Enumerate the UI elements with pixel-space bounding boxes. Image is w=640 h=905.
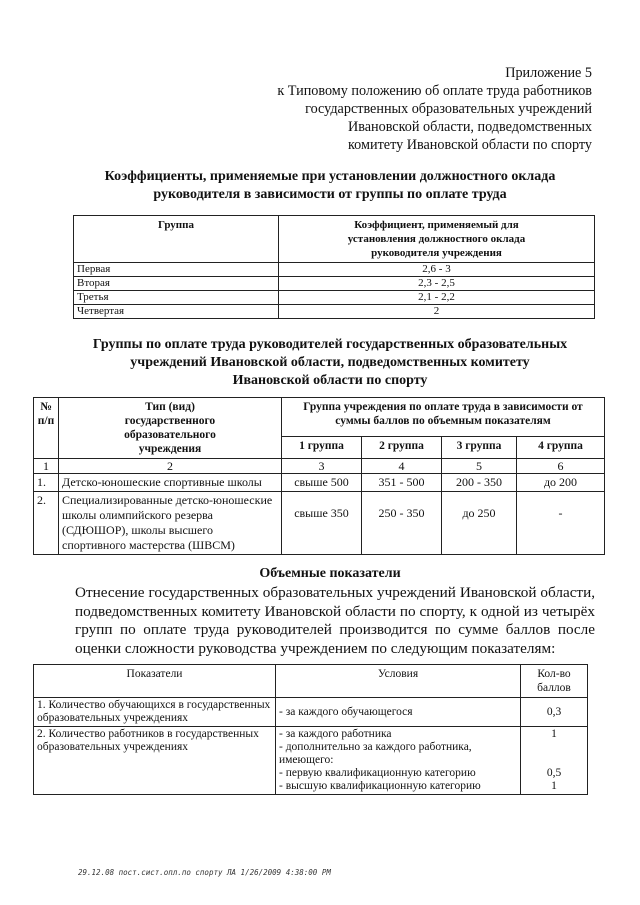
table-header: Условия xyxy=(276,665,521,698)
coef-cell: 2,6 - 3 xyxy=(279,263,595,277)
table-row xyxy=(74,277,595,291)
group-cell: Четвертая xyxy=(74,305,279,319)
points-line: 1 xyxy=(551,728,557,740)
row-type: Детско-юношеские спортивные школы xyxy=(59,474,282,492)
appendix-line: государственных образовательных учреждений xyxy=(305,101,592,117)
condition-line: - дополнительно за каждого работника, имеющего: xyxy=(279,741,472,766)
group-col-header: 1 группа xyxy=(282,436,362,458)
table-header: Кол-во баллов xyxy=(521,665,588,698)
row-g3: 200 - 350 xyxy=(442,474,517,492)
section1-title xyxy=(60,168,600,204)
section1-title-line: Коэффициенты, применяемые при установлении должностного оклада xyxy=(104,169,556,184)
appendix-line: Приложение 5 xyxy=(505,65,592,81)
group-cell: Первая xyxy=(74,263,279,277)
section2-title-line: Группы по оплате труда руководителей государственных образовательных xyxy=(92,337,568,352)
points-line: 1 xyxy=(551,780,557,792)
coefficients-table xyxy=(73,215,595,319)
row-g2: 351 - 500 xyxy=(362,474,442,492)
row-g4: - xyxy=(517,492,605,555)
section3-title: Объемные показатели xyxy=(259,566,401,581)
table-header: Коэффициент, применяемый для установления должностного оклада руководителя учреждения xyxy=(279,216,595,263)
coef-cell: 2,3 - 2,5 xyxy=(279,277,595,291)
group-header: Группа учреждения по оплате труда в зависимости от суммы баллов по объемным показателям xyxy=(282,398,605,437)
group-col-header: 2 группа xyxy=(362,436,442,458)
row-g4: до 200 xyxy=(517,474,605,492)
section2-title-line: учреждений Ивановской области, подведомственных комитету xyxy=(130,355,530,370)
points-cell xyxy=(521,727,588,795)
group-col-header: 4 группа xyxy=(517,436,605,458)
groups-table xyxy=(33,397,605,555)
col-number: 4 xyxy=(362,459,442,474)
table-header: Группа xyxy=(74,216,279,263)
points-line xyxy=(524,741,584,754)
row-type: Специализированные детско-юношеские школы олимпийского резерва (СДЮШОР), школы высшего спортивного мастерства (ШВСМ) xyxy=(59,492,282,555)
row-g1: свыше 500 xyxy=(282,474,362,492)
col-number: 5 xyxy=(442,459,517,474)
points-line xyxy=(524,754,584,767)
condition-line: - высшую квалификационную категорию xyxy=(279,780,481,792)
col-number: 2 xyxy=(59,459,282,474)
appendix-line: комитету Ивановской области по спорту xyxy=(348,137,592,153)
indicators-table xyxy=(33,664,588,795)
col-number: 6 xyxy=(517,459,605,474)
table-header: Показатели xyxy=(34,665,276,698)
appendix-line: Ивановской области, подведомственных xyxy=(347,119,592,135)
group-col-header: 3 группа xyxy=(442,436,517,458)
conditions-cell xyxy=(276,698,521,727)
column-numbers-row xyxy=(34,459,605,474)
coef-cell: 2,1 - 2,2 xyxy=(279,291,595,305)
condition-line: - за каждого обучающегося xyxy=(279,705,413,718)
table-row xyxy=(34,727,588,795)
row-g2: 250 - 350 xyxy=(362,492,442,555)
section2-title-line: Ивановской области по спорту xyxy=(232,373,428,388)
section3-paragraph: Отнесение государственных образовательных учреждений Ивановской области, подведомственных комитету Ивановской области по спорту, к одной из четырёх групп по оплате труда руководителей производится по сумме баллов после оценки сложности руководства учреждением по следующим показателям: xyxy=(75,584,595,657)
points-line: 0,5 xyxy=(546,767,562,779)
type-header: Тип (вид) государственного образовательного учреждения xyxy=(59,398,282,459)
group-cell: Вторая xyxy=(74,277,279,291)
col-number: 1 xyxy=(34,459,59,474)
appendix-line: к Типовому положению об оплате труда работников xyxy=(277,83,592,99)
row-g3: до 250 xyxy=(442,492,517,555)
section2-title xyxy=(60,336,600,390)
indicator-cell: 1. Количество обучающихся в государственных образовательных учреждениях xyxy=(34,698,276,727)
appendix-header xyxy=(172,64,592,154)
group-cell: Третья xyxy=(74,291,279,305)
section1-title-line: руководителя в зависимости от группы по оплате труда xyxy=(153,187,507,202)
table-row xyxy=(74,263,595,277)
condition-line: - первую квалификационную категорию xyxy=(279,767,476,779)
table-row xyxy=(34,474,605,492)
row-g1: свыше 350 xyxy=(282,492,362,555)
table-row xyxy=(34,698,588,727)
table-row xyxy=(74,291,595,305)
num-header: № п/п xyxy=(34,398,59,459)
table-row xyxy=(74,305,595,319)
indicator-cell: 2. Количество работников в государственных образовательных учреждениях xyxy=(34,727,276,795)
conditions-cell xyxy=(276,727,521,795)
col-number: 3 xyxy=(282,459,362,474)
footer-stamp: 29.12.08 пост.сист.опл.по спорту ЛА 1/26/2009 4:38:00 PM xyxy=(78,868,331,877)
row-num: 2. xyxy=(34,492,59,555)
points-cell: 0,3 xyxy=(521,698,588,727)
condition-line: - за каждого работника xyxy=(279,728,392,740)
row-num: 1. xyxy=(34,474,59,492)
table-row xyxy=(34,492,605,555)
coef-cell: 2 xyxy=(279,305,595,319)
